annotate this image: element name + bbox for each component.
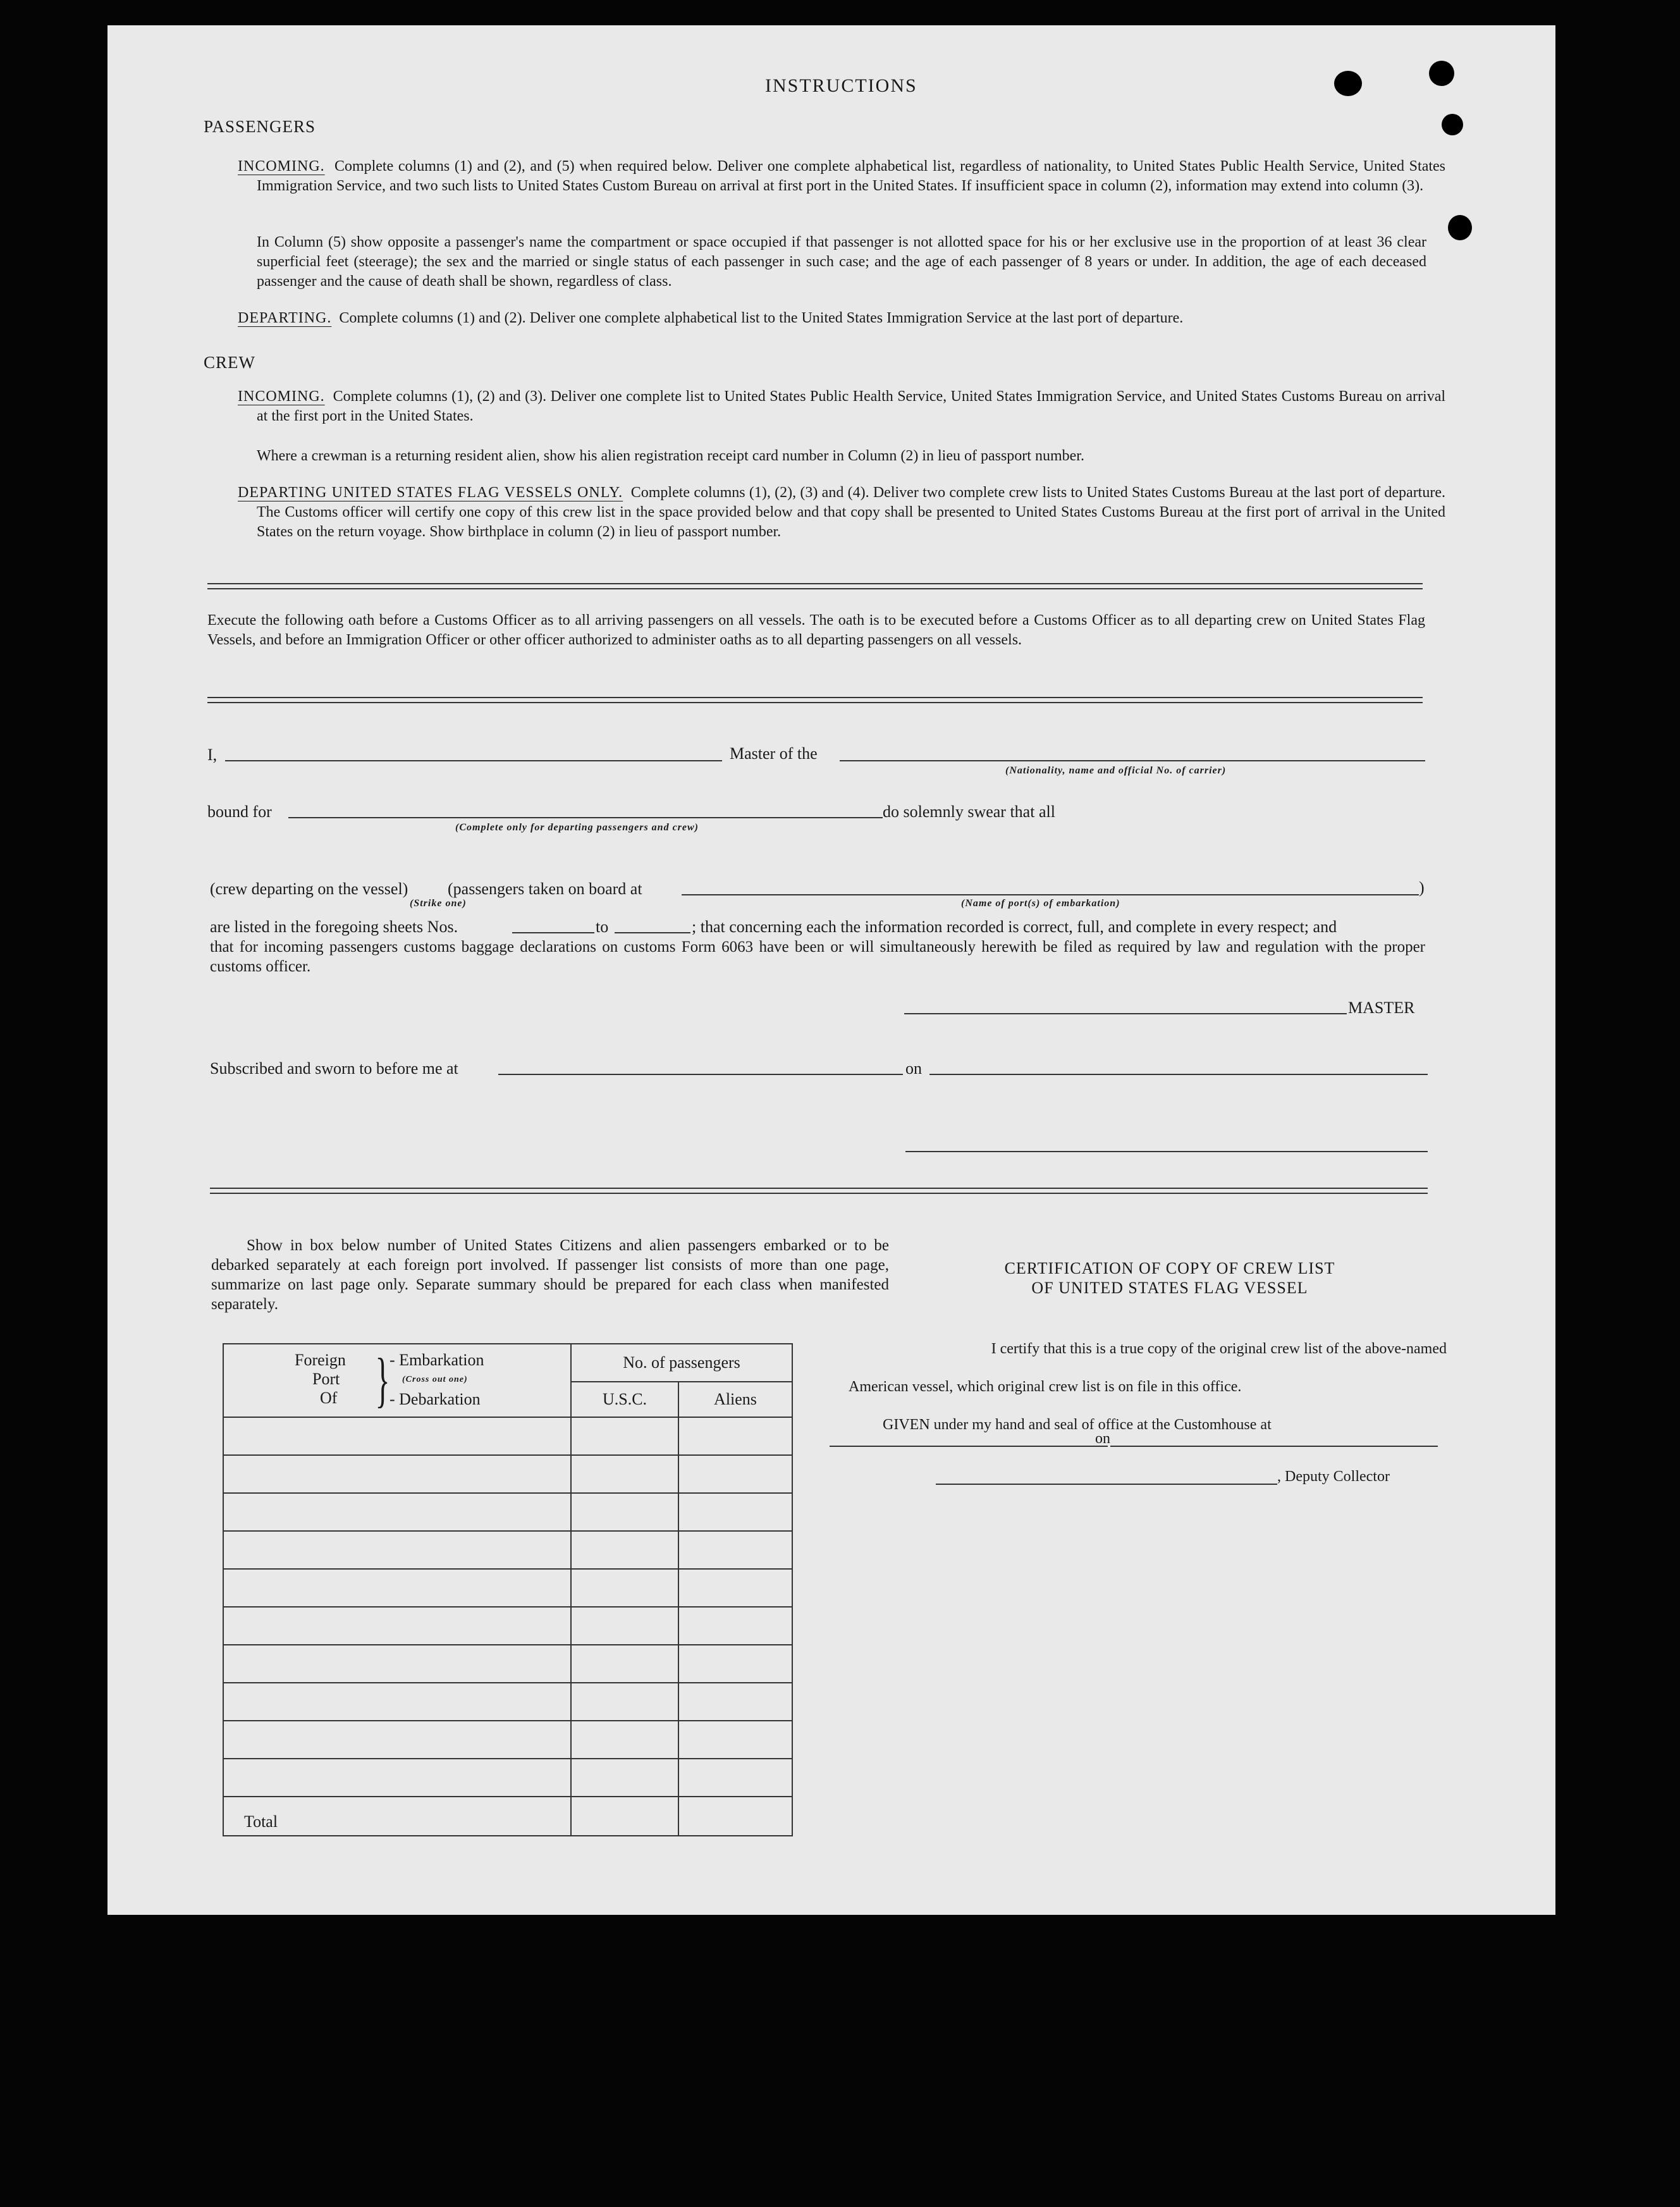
swear-text: do solemnly swear that all bbox=[883, 802, 1055, 821]
master-signature-field[interactable] bbox=[904, 1013, 1347, 1014]
aliens-cell[interactable] bbox=[678, 1683, 792, 1721]
usc-cell[interactable] bbox=[571, 1645, 678, 1683]
sheet-from-field[interactable] bbox=[512, 932, 594, 933]
port-header-cell bbox=[223, 1344, 571, 1417]
usc-cell[interactable] bbox=[571, 1455, 678, 1493]
to-label: to bbox=[596, 918, 609, 936]
section-divider bbox=[207, 697, 1423, 703]
page-title: INSTRUCTIONS bbox=[765, 75, 917, 96]
usc-cell[interactable] bbox=[571, 1493, 678, 1531]
crew-incoming-paragraph bbox=[238, 387, 1445, 426]
bound-for-label: bound for bbox=[207, 802, 272, 821]
crew-incoming-label: INCOMING. bbox=[238, 388, 325, 405]
port-cell[interactable] bbox=[223, 1759, 571, 1797]
oath-i-label: I, bbox=[207, 746, 218, 764]
punch-hole bbox=[1334, 71, 1362, 96]
certify-line3: GIVEN under my hand and seal of office at the Customhouse at bbox=[883, 1417, 1272, 1433]
punch-hole bbox=[1429, 61, 1454, 86]
aliens-cell[interactable] bbox=[678, 1531, 792, 1569]
crew-departing-label: DEPARTING UNITED STATES FLAG VESSELS ONLY. bbox=[238, 484, 623, 501]
customhouse-field[interactable] bbox=[830, 1446, 1108, 1447]
crew-heading: CREW bbox=[204, 353, 255, 372]
table-row bbox=[223, 1531, 792, 1569]
listed-rest: that for incoming passengers customs baggage declarations on customs Form 6063 have been or will simultaneously herewith be filed as required by law and regulation with the proper customs officer. bbox=[210, 938, 1425, 975]
certify-line2: American vessel, which original crew list is on file in this office. bbox=[849, 1379, 1242, 1395]
port-cell[interactable] bbox=[223, 1683, 571, 1721]
port-cell[interactable] bbox=[223, 1455, 571, 1493]
strike-one-note: (Strike one) bbox=[410, 898, 467, 909]
passengers-incoming-text: Complete columns (1) and (2), and (5) when required below. Deliver one complete alphabetical list, regardless of nationality, to United States Public Health Service, United States Immigration Service, and two such lists to United States Custom Bureau on arrival at first port in the United States. If insufficient space in column (2), information may extend into column (3). bbox=[257, 158, 1446, 194]
summary-instructions: Show in box below number of United States Citizens and alien passengers embarked or to be debarked separately at each foreign port involved. If passenger list consists of more than one page, summarize on last page only. Separate summary should be prepared for each class when manifested separately. bbox=[211, 1237, 889, 1313]
passengers-departing-paragraph bbox=[238, 309, 1426, 328]
aliens-cell[interactable] bbox=[678, 1569, 792, 1607]
embarkation-option[interactable]: - Embarkation bbox=[389, 1351, 484, 1369]
crew-incoming-text: Complete columns (1), (2) and (3). Deliver one complete list to United States Public Health Service, United States Immigration Service, and United States Customs Bureau on arrival at the first port in the United States. bbox=[257, 388, 1446, 424]
debarkation-option[interactable]: - Debarkation bbox=[389, 1390, 481, 1408]
port-cell[interactable] bbox=[223, 1721, 571, 1759]
subscribed-label: Subscribed and sworn to before me at bbox=[210, 1059, 458, 1078]
listed-prefix: are listed in the foregoing sheets Nos. bbox=[210, 918, 458, 936]
usc-cell[interactable] bbox=[571, 1569, 678, 1607]
port-cell[interactable] bbox=[223, 1531, 571, 1569]
master-of-the-label: Master of the bbox=[730, 744, 818, 763]
master-name-field[interactable] bbox=[225, 760, 722, 761]
oath-intro-paragraph: Execute the following oath before a Customs Officer as to all arriving passengers on all vessels. The oath is to be executed before a Customs Officer as to all departing crew on United States Flag Vessels, and before an Immigration Officer or other officer authorized to administer oaths as to all departing passengers on all vessels. bbox=[207, 612, 1425, 648]
no-of-passengers-header: No. of passengers bbox=[571, 1344, 792, 1382]
sworn-on-label: on bbox=[905, 1059, 922, 1078]
table-row bbox=[223, 1607, 792, 1645]
punch-hole bbox=[1442, 114, 1463, 135]
table-row bbox=[223, 1759, 792, 1797]
passengers-departing-label: DEPARTING. bbox=[238, 310, 332, 326]
officer-signature-field[interactable] bbox=[905, 1151, 1428, 1152]
total-usc-cell[interactable] bbox=[571, 1797, 678, 1836]
passenger-summary-table bbox=[223, 1343, 793, 1836]
listed-suffix: ; that concerning each the information recorded is correct, full, and complete in every respect; and bbox=[692, 918, 1337, 936]
table-row bbox=[223, 1417, 792, 1455]
aliens-header: Aliens bbox=[678, 1382, 792, 1417]
usc-cell[interactable] bbox=[571, 1607, 678, 1645]
port-cell[interactable] bbox=[223, 1569, 571, 1607]
section-divider bbox=[207, 583, 1423, 589]
aliens-cell[interactable] bbox=[678, 1417, 792, 1455]
total-label: Total bbox=[244, 1812, 278, 1831]
table-row bbox=[223, 1493, 792, 1531]
certify-on-label: on bbox=[1095, 1430, 1110, 1447]
cross-out-note: (Cross out one) bbox=[402, 1375, 468, 1384]
aliens-cell[interactable] bbox=[678, 1759, 792, 1797]
complete-only-note: (Complete only for departing passengers and crew) bbox=[455, 822, 699, 833]
port-cell[interactable] bbox=[223, 1645, 571, 1683]
sworn-date-field[interactable] bbox=[929, 1074, 1428, 1075]
column5-paragraph: In Column (5) show opposite a passenger's name the compartment or space occupied if that passenger is not allotted space for his or her exclusive use in the proportion of at least 36 clear superficial feet (steerage); the sex and the married or single status of each passenger in such case; and the age of each passenger of 8 years or under. In addition, the age of each deceased passenger and the cause of death shall be shown, regardless of class. bbox=[257, 234, 1426, 290]
port-cell[interactable] bbox=[223, 1417, 571, 1455]
table-row bbox=[223, 1645, 792, 1683]
aliens-cell[interactable] bbox=[678, 1493, 792, 1531]
sheet-to-field[interactable] bbox=[615, 932, 690, 933]
usc-cell[interactable] bbox=[571, 1417, 678, 1455]
passengers-heading: PASSENGERS bbox=[204, 117, 316, 136]
total-label-cell bbox=[223, 1797, 571, 1836]
crew-departing-option[interactable]: (crew departing on the vessel) bbox=[210, 880, 408, 898]
master-label: MASTER bbox=[1348, 999, 1415, 1017]
certification-title-line1: CERTIFICATION OF COPY OF CREW LIST bbox=[1004, 1259, 1335, 1277]
usc-cell[interactable] bbox=[571, 1531, 678, 1569]
port-cell[interactable] bbox=[223, 1607, 571, 1645]
passengers-incoming-label: INCOMING. bbox=[238, 158, 325, 175]
table-row bbox=[223, 1455, 792, 1493]
certify-date-field[interactable] bbox=[1110, 1446, 1438, 1447]
passengers-taken-option[interactable]: (passengers taken on board at bbox=[448, 880, 642, 898]
table-row bbox=[223, 1721, 792, 1759]
passengers-departing-text: Complete columns (1) and (2). Deliver one complete alphabetical list to the United States Immigration Service at the last port of departure. bbox=[339, 310, 1184, 326]
passengers-incoming-paragraph bbox=[238, 157, 1445, 196]
port-cell[interactable] bbox=[223, 1493, 571, 1531]
crew-departing-paragraph bbox=[238, 483, 1445, 542]
certification-title-line2: OF UNITED STATES FLAG VESSEL bbox=[1031, 1279, 1308, 1297]
table-row bbox=[223, 1569, 792, 1607]
aliens-cell[interactable] bbox=[678, 1645, 792, 1683]
usc-cell[interactable] bbox=[571, 1721, 678, 1759]
port-label: Port bbox=[312, 1370, 340, 1388]
aliens-cell[interactable] bbox=[678, 1455, 792, 1493]
crew-resident-paragraph: Where a crewman is a returning resident alien, show his alien registration receipt card number in Column (2) in lieu of passport number. bbox=[257, 448, 1084, 464]
usc-cell[interactable] bbox=[571, 1759, 678, 1797]
sworn-place-field[interactable] bbox=[498, 1074, 903, 1075]
nationality-note: (Nationality, name and official No. of carrier) bbox=[1005, 765, 1227, 776]
certification-title bbox=[898, 1258, 1442, 1298]
of-label: Of bbox=[320, 1389, 338, 1407]
punch-hole bbox=[1448, 215, 1472, 240]
document-page bbox=[107, 25, 1555, 1915]
total-aliens-cell[interactable] bbox=[678, 1797, 792, 1836]
brace-icon: } bbox=[375, 1346, 390, 1413]
usc-header: U.S.C. bbox=[571, 1382, 678, 1417]
usc-cell[interactable] bbox=[571, 1683, 678, 1721]
certify-line1: I certify that this is a true copy of the original crew list of the above-named bbox=[991, 1341, 1447, 1357]
aliens-cell[interactable] bbox=[678, 1721, 792, 1759]
foreign-label: Foreign bbox=[295, 1351, 346, 1369]
crew-departing-text: Complete columns (1), (2), (3) and (4). Deliver two complete crew lists to United States Customs Bureau at the last port of departure. The Customs officer will certify one copy of this crew list in the space provided below and that copy shall be presented to United States Customs Bureau at the first port of arrival in the United States on the return voyage. Show birthplace in column (2) in lieu of passport number. bbox=[257, 484, 1445, 540]
aliens-cell[interactable] bbox=[678, 1607, 792, 1645]
bound-for-field[interactable] bbox=[288, 817, 883, 818]
close-paren: ) bbox=[1419, 878, 1425, 897]
carrier-field[interactable] bbox=[840, 760, 1425, 761]
ports-field[interactable] bbox=[682, 894, 1419, 895]
deputy-signature-field[interactable] bbox=[936, 1484, 1277, 1485]
ports-note: (Name of port(s) of embarkation) bbox=[961, 898, 1120, 909]
deputy-collector-label: , Deputy Collector bbox=[1277, 1468, 1390, 1485]
section-divider bbox=[210, 1188, 1428, 1194]
table-row bbox=[223, 1683, 792, 1721]
